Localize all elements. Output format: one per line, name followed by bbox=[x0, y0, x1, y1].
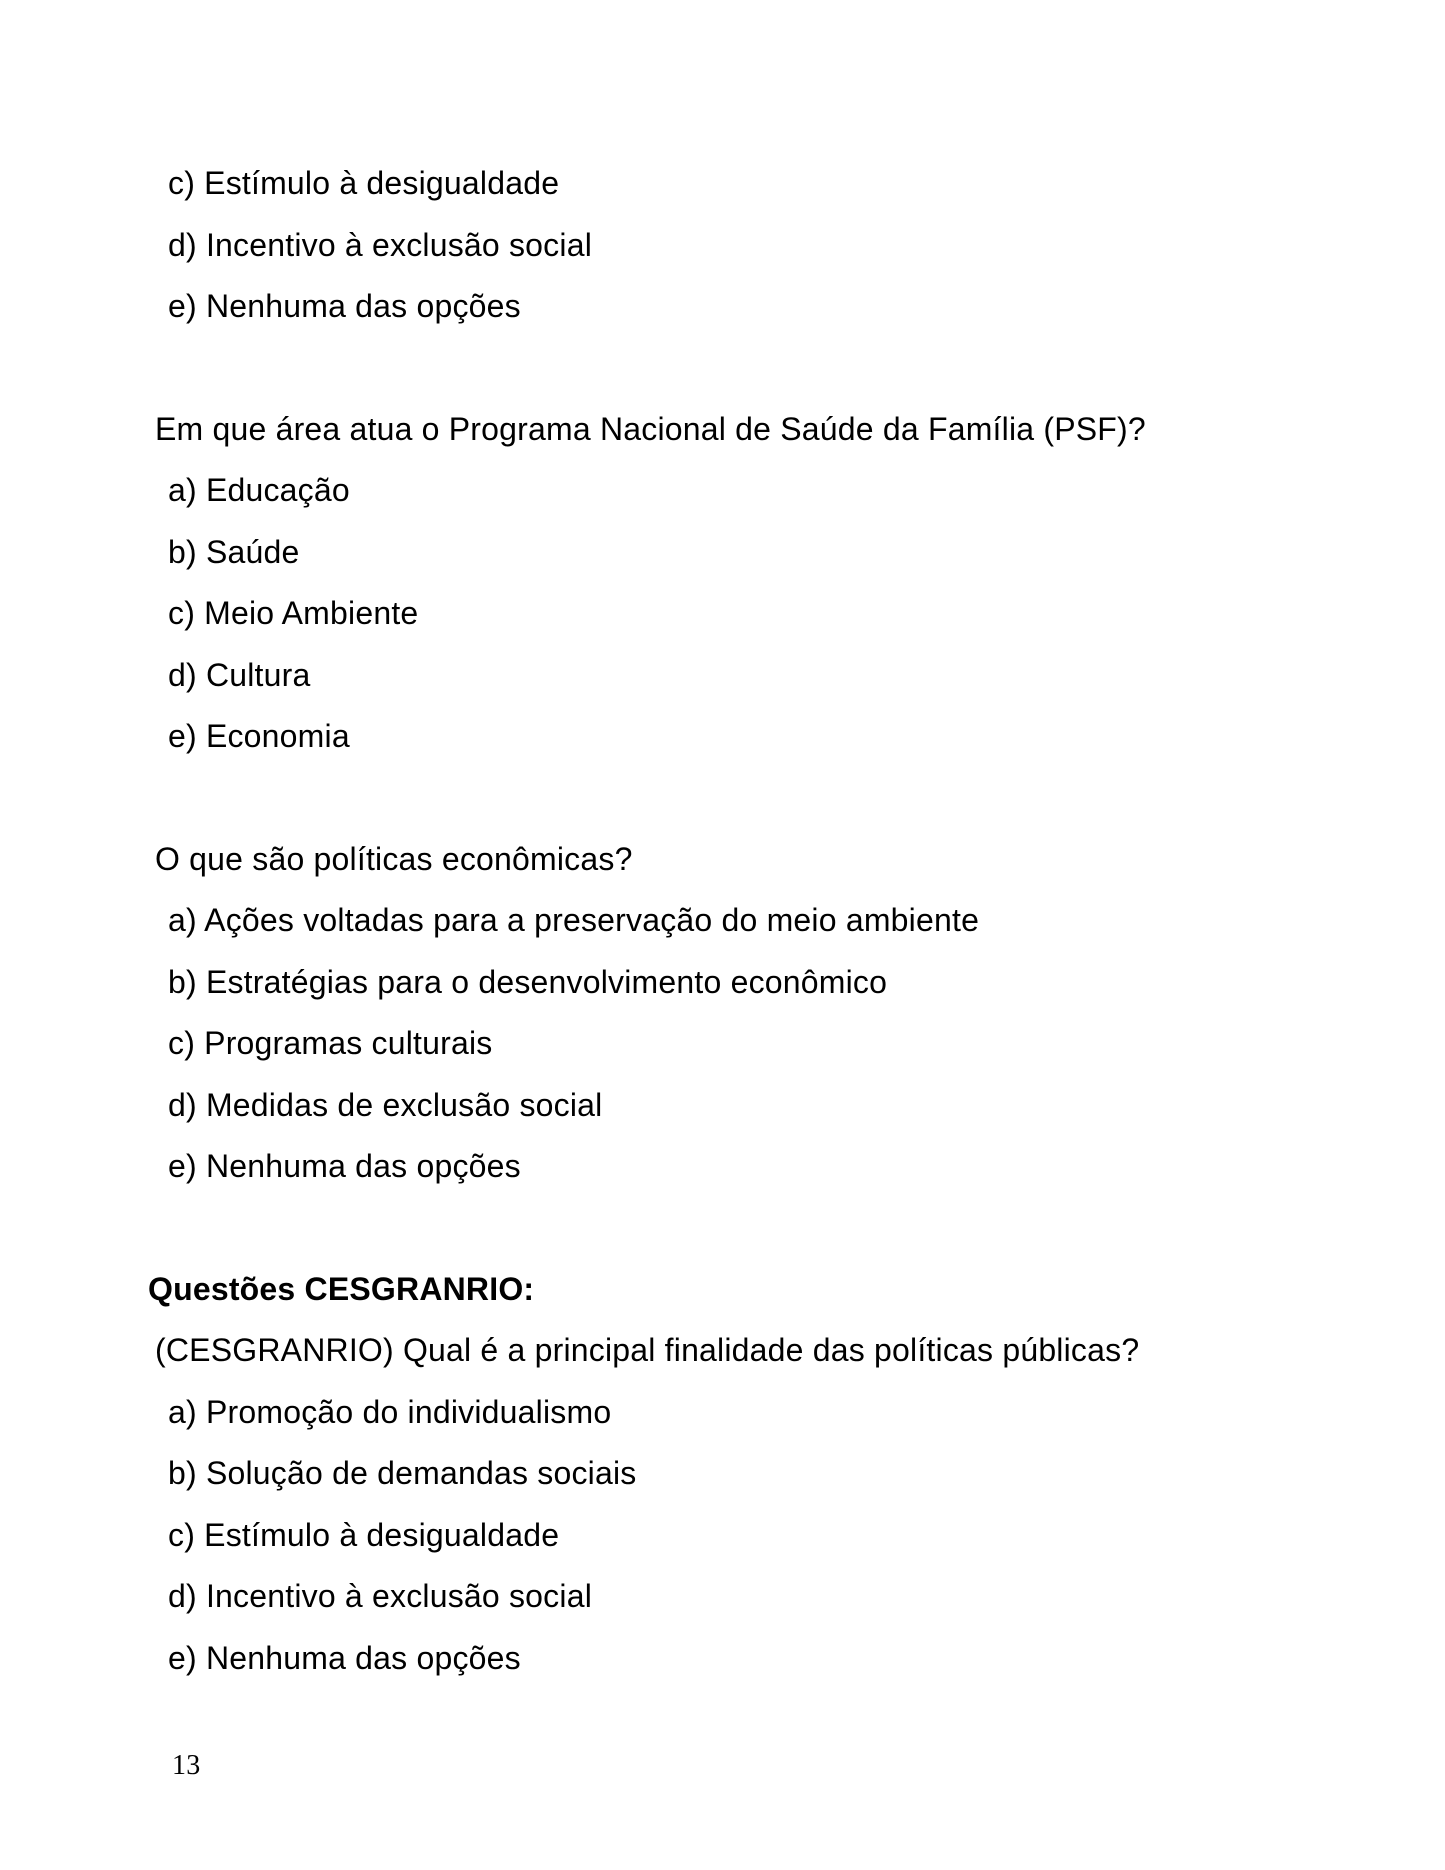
block4-option-c: c) Estímulo à desigualdade bbox=[168, 1517, 560, 1553]
block3-option-c: c) Programas culturais bbox=[168, 1025, 493, 1061]
block1-option-d: d) Incentivo à exclusão social bbox=[168, 227, 592, 263]
block3-option-a: a) Ações voltadas para a preservação do meio ambiente bbox=[168, 902, 980, 938]
block2-option-e: e) Economia bbox=[168, 718, 350, 754]
block2-question-prompt: Em que área atua o Programa Nacional de Saúde da Família (PSF)? bbox=[155, 411, 1146, 447]
block1-option-e: e) Nenhuma das opções bbox=[168, 288, 521, 324]
block2-option-d: d) Cultura bbox=[168, 657, 311, 693]
block4-option-a: a) Promoção do individualismo bbox=[168, 1394, 612, 1430]
block3-option-b: b) Estratégias para o desenvolvimento econômico bbox=[168, 964, 888, 1000]
section-heading-cesgranrio: Questões CESGRANRIO: bbox=[148, 1271, 535, 1307]
block2-option-a: a) Educação bbox=[168, 472, 350, 508]
block3-option-e: e) Nenhuma das opções bbox=[168, 1148, 521, 1184]
block4-option-b: b) Solução de demandas sociais bbox=[168, 1455, 637, 1491]
page-number: 13 bbox=[172, 1750, 201, 1781]
block4-option-d: d) Incentivo à exclusão social bbox=[168, 1578, 592, 1614]
block3-option-d: d) Medidas de exclusão social bbox=[168, 1087, 603, 1123]
block3-question-prompt: O que são políticas econômicas? bbox=[155, 841, 633, 877]
block4-option-e: e) Nenhuma das opções bbox=[168, 1640, 521, 1676]
block2-option-c: c) Meio Ambiente bbox=[168, 595, 419, 631]
block2-option-b: b) Saúde bbox=[168, 534, 300, 570]
block4-question-prompt: (CESGRANRIO) Qual é a principal finalidade das políticas públicas? bbox=[155, 1332, 1140, 1368]
block1-option-c: c) Estímulo à desigualdade bbox=[168, 165, 560, 201]
